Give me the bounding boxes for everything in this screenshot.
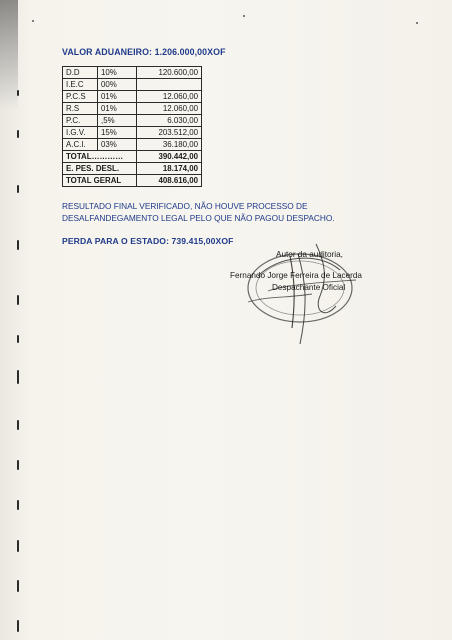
scan-speck [416, 22, 418, 24]
table-row [63, 103, 202, 115]
table-row [63, 79, 202, 91]
tax-code: P.C.S [63, 91, 98, 103]
tax-code: A.C.I. [63, 139, 98, 151]
tax-code: D.D [63, 67, 98, 79]
grand-total-value: 408.616,00 [137, 175, 202, 187]
e-pes-label: E. PES. DESL. [63, 163, 137, 175]
table-row [63, 115, 202, 127]
signature-line-author: Autor da auditoria, [276, 250, 343, 259]
tax-value [137, 79, 202, 91]
tax-rate: 01% [98, 91, 137, 103]
result-paragraph: RESULTADO FINAL VERIFICADO, NÃO HOUVE PROCESSO DE DESALFANDEGAMENTO LEGAL PELO QUE NÃO PAGOU DESPACHO. [62, 201, 335, 223]
signature-line-title: Despachante Oficial [272, 283, 346, 292]
table-row [63, 139, 202, 151]
tax-value: 203.512,00 [137, 127, 202, 139]
tax-code: I.G.V. [63, 127, 98, 139]
grand-total-row [63, 175, 202, 187]
tax-value: 12.060,00 [137, 91, 202, 103]
state-loss-line: PERDA PARA O ESTADO: 739.415,00XOF [62, 236, 234, 246]
tax-value: 6.030,00 [137, 115, 202, 127]
scan-speck [243, 15, 245, 17]
binding-holes [17, 90, 27, 635]
tax-code: P.C. [63, 115, 98, 127]
signature-line-name: Fernando Jorge Ferreira de Lacerda [230, 271, 362, 280]
total-value: 390.442,00 [137, 151, 202, 163]
e-pes-row [63, 163, 202, 175]
tax-value: 36.180,00 [137, 139, 202, 151]
grand-total-label: TOTAL GERAL [63, 175, 137, 187]
tax-rate: 00% [98, 79, 137, 91]
table-row [63, 91, 202, 103]
signature-stamp-area [228, 236, 378, 346]
tax-code: R.S [63, 103, 98, 115]
tax-table [62, 66, 202, 187]
tax-value: 120.600,00 [137, 67, 202, 79]
total-row [63, 151, 202, 163]
table-row [63, 67, 202, 79]
customs-value-heading: VALOR ADUANEIRO: 1.206.000,00XOF [62, 47, 226, 57]
total-label: TOTAL………… [63, 151, 137, 163]
tax-code: I.E.C [63, 79, 98, 91]
tax-rate: 03% [98, 139, 137, 151]
scan-edge-shadow [0, 0, 18, 110]
tax-value: 12.060,00 [137, 103, 202, 115]
tax-rate: 01% [98, 103, 137, 115]
table-row [63, 127, 202, 139]
scan-speck [32, 20, 34, 22]
tax-rate: 15% [98, 127, 137, 139]
tax-rate: ,5% [98, 115, 137, 127]
tax-rate: 10% [98, 67, 137, 79]
e-pes-value: 18.174,00 [137, 163, 202, 175]
